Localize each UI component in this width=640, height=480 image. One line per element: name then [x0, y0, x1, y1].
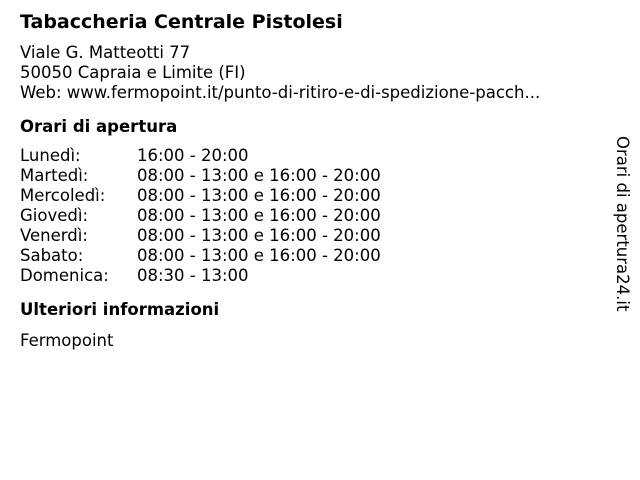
- hours-row-sunday: [20, 266, 600, 286]
- opening-hours-table: [20, 146, 600, 286]
- hours-row-thursday: [20, 206, 600, 226]
- opening-hours-title: Orari di apertura: [20, 117, 178, 136]
- hours-time: 16:00 - 20:00: [137, 146, 249, 165]
- hours-row-saturday: [20, 246, 600, 266]
- hours-row-tuesday: [20, 166, 600, 186]
- store-website[interactable]: Web: www.fermopoint.it/punto-di-ritiro-e-di-spedizione-pacch...: [20, 83, 541, 102]
- hours-day: Martedì:: [20, 166, 89, 185]
- hours-time: 08:00 - 13:00 e 16:00 - 20:00: [137, 246, 381, 265]
- address-street: Viale G. Matteotti 77: [20, 43, 191, 62]
- more-info-text: Fermopoint: [20, 331, 114, 350]
- hours-time: 08:00 - 13:00 e 16:00 - 20:00: [137, 166, 381, 185]
- hours-day: Mercoledì:: [20, 186, 106, 205]
- hours-day: Giovedì:: [20, 206, 88, 225]
- address-city: 50050 Capraia e Limite (FI): [20, 63, 246, 82]
- more-info-title: Ulteriori informazioni: [20, 300, 220, 319]
- hours-day: Domenica:: [20, 266, 109, 285]
- hours-time: 08:30 - 13:00: [137, 266, 249, 285]
- hours-row-wednesday: [20, 186, 600, 206]
- hours-day: Lunedì:: [20, 146, 81, 165]
- hours-time: 08:00 - 13:00 e 16:00 - 20:00: [137, 226, 381, 245]
- site-brand-vertical: Orari di apertura24.it: [613, 136, 632, 312]
- store-info-card: [20, 10, 600, 351]
- hours-row-monday: [20, 146, 600, 166]
- hours-row-friday: [20, 226, 600, 246]
- hours-day: Sabato:: [20, 246, 84, 265]
- hours-day: Venerdì:: [20, 226, 88, 245]
- hours-time: 08:00 - 13:00 e 16:00 - 20:00: [137, 206, 381, 225]
- store-name: Tabaccheria Centrale Pistolesi: [20, 11, 343, 33]
- store-address-block: [20, 43, 600, 103]
- hours-time: 08:00 - 13:00 e 16:00 - 20:00: [137, 186, 381, 205]
